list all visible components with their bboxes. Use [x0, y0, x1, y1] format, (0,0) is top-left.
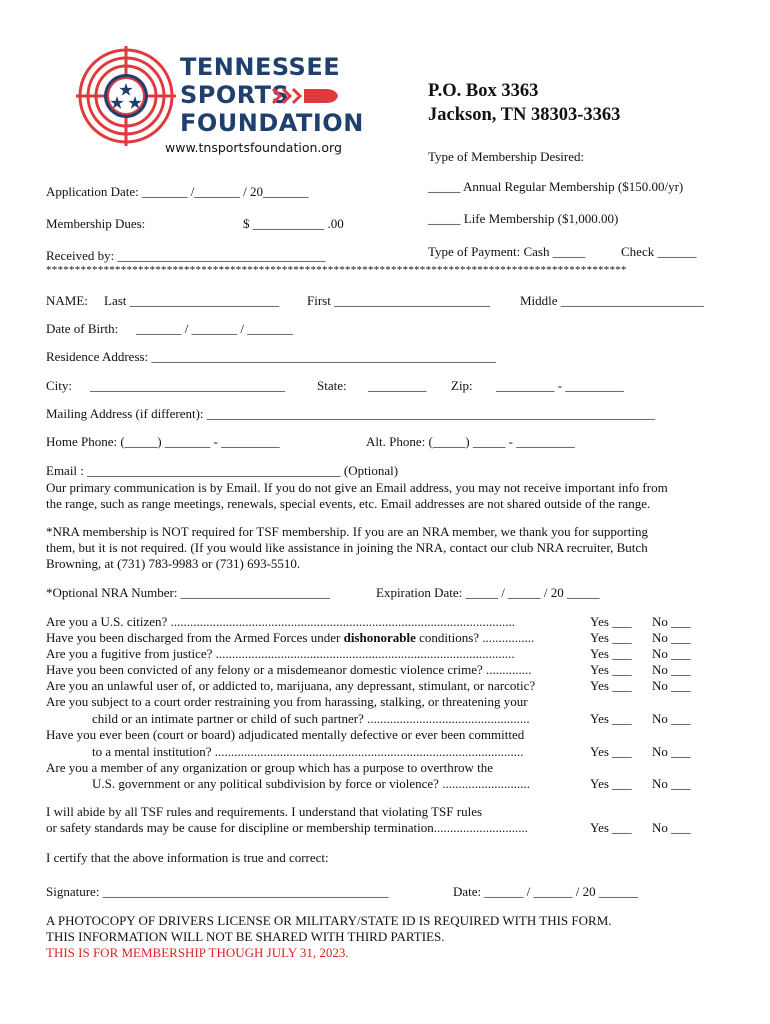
state-label: State:: [317, 378, 347, 393]
nra-note-line-1: *NRA membership is NOT required for TSF membership. If you are an NRA member, we thank you for supporting: [46, 524, 648, 539]
payment-type-cash: Type of Payment: Cash _____: [428, 244, 586, 259]
question-court-order-line-1: Are you subject to a court order restraining you from harassing, stalking, or threatening your: [46, 694, 528, 709]
question-convicted: Have you been convicted of any felony or a misdemeanor domestic violence crime? ..............: [46, 662, 532, 677]
answer-no: No ___: [652, 744, 691, 759]
signature-date-field: Date: ______ / ______ / 20 ______: [453, 884, 638, 899]
email-note-line-2: the range, such as range meetings, renewals, special events, etc. Email addresses are not shared outside of the range.: [46, 496, 651, 511]
website-url: www.tnsportsfoundation.org: [165, 140, 342, 155]
city-field: ______________________________: [90, 378, 285, 393]
email-field: Email : _______________________________________ (Optional): [46, 463, 399, 478]
logo-word-foundation: FOUNDATION: [180, 109, 364, 137]
target-seal-icon: [76, 46, 176, 146]
answer-no: No ___: [652, 820, 691, 835]
question-citizen: Are you a U.S. citizen? ..........................................................................................................: [46, 614, 516, 629]
home-phone: Home Phone: (_____) _______ - _________: [46, 434, 280, 449]
membership-dues-value: $ ___________ .00: [243, 216, 344, 231]
answer-no: No ___: [652, 776, 691, 791]
rules-line-2: or safety standards may be cause for discipline or membership termination.............................: [46, 820, 528, 835]
annual-membership-option: _____ Annual Regular Membership ($150.00/yr): [428, 179, 684, 194]
answer-yes: Yes ___: [590, 646, 632, 661]
nra-note-line-3: Browning, at (731) 783-9983 or (731) 693-5510.: [46, 556, 301, 571]
question-fugitive: Are you a fugitive from justice? ............................................................................................: [46, 646, 515, 661]
city-label: City:: [46, 378, 73, 393]
certify-statement: I certify that the above information is true and correct:: [46, 850, 329, 865]
question-organization-line-2: U.S. government or any political subdivision by force or violence? ...........................: [92, 776, 530, 791]
zip-field: _________ - _________: [496, 378, 624, 393]
answer-yes: Yes ___: [590, 678, 632, 693]
question-mental-line-2: to a mental institution? ...............................................................................................: [92, 744, 524, 759]
residence-address: Residence Address: _____________________________________________________: [46, 349, 496, 364]
answer-no: No ___: [652, 630, 691, 645]
question-organization-line-1: Are you a member of any organization or group which has a purpose to overthrow the: [46, 760, 494, 775]
question-discharged-emphasis: dishonorable: [343, 630, 416, 645]
rules-line-1: I will abide by all TSF rules and requirements. I understand that violating TSF rules: [46, 804, 483, 819]
answer-yes: Yes ___: [590, 711, 632, 726]
question-discharged-part-2: conditions? ................: [415, 630, 535, 645]
address-line-2: Jackson, TN 38303-3363: [428, 105, 621, 125]
signature-field: Signature: ____________________________________________: [46, 884, 389, 899]
name-label: NAME:: [46, 293, 88, 308]
notice-photocopy: A PHOTOCOPY OF DRIVERS LICENSE OR MILITARY/STATE ID IS REQUIRED WITH THIS FORM.: [46, 913, 612, 928]
email-note-line-1: Our primary communication is by Email. If you do not give an Email address, you may not receive important info from: [46, 480, 668, 495]
answer-yes: Yes ___: [590, 820, 632, 835]
question-court-order-line-2: child or an intimate partner or child of such partner? ..................................................: [92, 711, 530, 726]
answer-no: No ___: [652, 614, 691, 629]
tsf-logo: [76, 46, 376, 146]
nra-number-field: *Optional NRA Number: _______________________: [46, 585, 331, 600]
life-membership-option: _____ Life Membership ($1,000.00): [428, 211, 619, 226]
received-by: Received by: ________________________________: [46, 248, 326, 263]
membership-type-label: Type of Membership Desired:: [428, 149, 585, 164]
nra-note-line-2: them, but it is not required. (If you would like assistance in joining the NRA, contact our club NRA recruiter, Butch: [46, 540, 648, 555]
answer-no: No ___: [652, 678, 691, 693]
separator-line: *****************************************************************************************************: [46, 264, 627, 276]
payment-type-check: Check ______: [621, 244, 697, 259]
dob-field: _______ / _______ / _______: [136, 321, 293, 336]
zip-label: Zip:: [451, 378, 473, 393]
middle-name-field: Middle ______________________: [520, 293, 704, 308]
question-unlawful-user: Are you an unlawful user of, or addicted to, marijuana, any depressant, stimulant, or narcotic?: [46, 678, 536, 693]
answer-yes: Yes ___: [590, 744, 632, 759]
state-field: _________: [368, 378, 427, 393]
bullet-icon: [271, 86, 341, 106]
application-date: Application Date: _______ /_______ / 20_______: [46, 184, 309, 199]
membership-dues-label: Membership Dues:: [46, 216, 146, 231]
answer-yes: Yes ___: [590, 630, 632, 645]
question-discharged: [46, 630, 534, 646]
answer-no: No ___: [652, 646, 691, 661]
logo-word-sports: SPORTS: [180, 81, 290, 109]
question-mental-line-1: Have you ever been (court or board) adjudicated mentally defective or ever been committed: [46, 727, 525, 742]
nra-expiration-field: Expiration Date: _____ / _____ / 20 _____: [376, 585, 600, 600]
address-line-1: P.O. Box 3363: [428, 81, 539, 101]
alt-phone: Alt. Phone: (_____) _____ - _________: [366, 434, 575, 449]
answer-yes: Yes ___: [590, 662, 632, 677]
question-discharged-part-1: Have you been discharged from the Armed Forces under: [46, 630, 344, 645]
dob-label: Date of Birth:: [46, 321, 119, 336]
logo-word-tennessee: TENNESSEE: [180, 53, 341, 81]
answer-no: No ___: [652, 711, 691, 726]
notice-not-shared: THIS INFORMATION WILL NOT BE SHARED WITH THIRD PARTIES.: [46, 929, 445, 944]
last-name-field: Last _______________________: [104, 293, 280, 308]
first-name-field: First ________________________: [307, 293, 491, 308]
answer-yes: Yes ___: [590, 614, 632, 629]
mailing-address: Mailing Address (if different): _____________________________________________________________________: [46, 406, 656, 421]
notice-membership-period: THIS IS FOR MEMBERSHIP THOUGH JULY 31, 2023.: [46, 945, 349, 960]
answer-yes: Yes ___: [590, 776, 632, 791]
answer-no: No ___: [652, 662, 691, 677]
